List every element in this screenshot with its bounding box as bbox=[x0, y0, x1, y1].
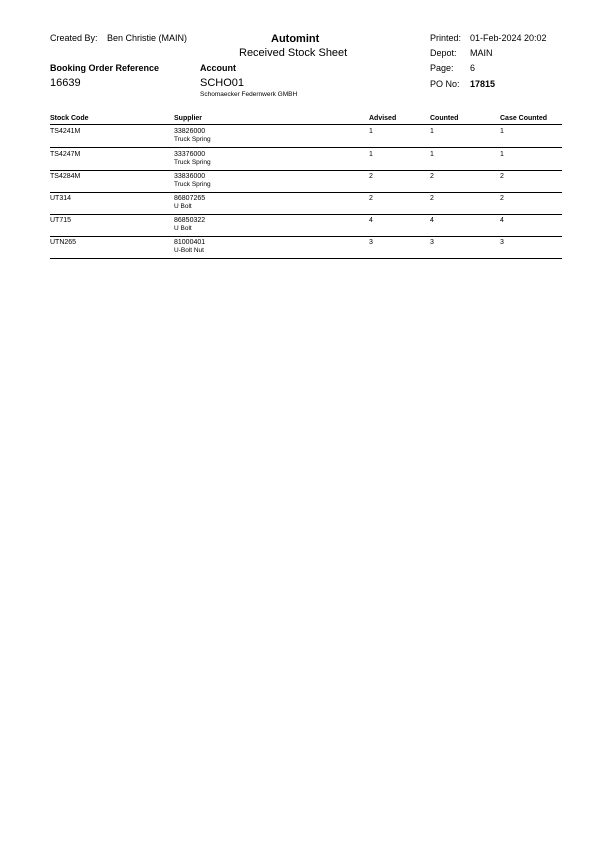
counted-qty: 1 bbox=[430, 128, 434, 135]
stock-code: UT715 bbox=[50, 217, 72, 224]
row-divider bbox=[50, 258, 562, 259]
stock-code: TS4247M bbox=[50, 151, 81, 158]
document-title: Received Stock Sheet bbox=[239, 47, 348, 59]
item-description: U-Bolt Nut bbox=[174, 247, 204, 254]
created-by-value: Ben Christie (MAIN) bbox=[107, 33, 188, 43]
advised-qty: 1 bbox=[369, 151, 373, 158]
row-divider bbox=[50, 236, 562, 237]
counted-qty: 3 bbox=[430, 239, 434, 246]
col-counted: Counted bbox=[430, 115, 459, 122]
advised-qty: 3 bbox=[369, 239, 373, 246]
supplier-code: 33376000 bbox=[174, 151, 206, 158]
case-counted-qty: 3 bbox=[500, 239, 504, 246]
case-counted-qty: 1 bbox=[500, 151, 504, 158]
col-advised: Advised bbox=[369, 115, 397, 122]
stock-code: TS4284M bbox=[50, 173, 81, 180]
printed-label: Printed: bbox=[430, 33, 462, 43]
page-number: 6 bbox=[470, 63, 476, 73]
case-counted-qty: 1 bbox=[500, 128, 504, 135]
stock-code: TS4241M bbox=[50, 128, 81, 135]
col-stock-code: Stock Code bbox=[50, 115, 89, 122]
supplier-code: 33836000 bbox=[174, 173, 206, 180]
case-counted-qty: 2 bbox=[500, 195, 504, 202]
counted-qty: 2 bbox=[430, 173, 434, 180]
page-label: Page: bbox=[430, 63, 454, 73]
counted-qty: 1 bbox=[430, 151, 434, 158]
col-supplier: Supplier bbox=[174, 115, 203, 122]
row-divider bbox=[50, 192, 562, 193]
booking-ref-label: Booking Order Reference bbox=[50, 63, 160, 73]
advised-qty: 1 bbox=[369, 128, 373, 135]
counted-qty: 4 bbox=[430, 217, 434, 224]
po-label: PO No: bbox=[430, 79, 460, 89]
depot-value: MAIN bbox=[470, 48, 493, 58]
case-counted-qty: 4 bbox=[500, 217, 504, 224]
company-name: Automint bbox=[271, 33, 320, 45]
depot-label: Depot: bbox=[430, 48, 457, 58]
supplier-code: 33826000 bbox=[174, 128, 206, 135]
printed-value: 01-Feb-2024 20:02 bbox=[470, 33, 547, 43]
col-case-counted: Case Counted bbox=[500, 115, 548, 122]
po-number: 17815 bbox=[470, 79, 496, 89]
created-by-label: Created By: bbox=[50, 33, 98, 43]
item-description: U Bolt bbox=[174, 225, 192, 232]
row-divider bbox=[50, 170, 562, 171]
item-description: Truck Spring bbox=[174, 159, 211, 166]
supplier-code: 86850322 bbox=[174, 217, 206, 224]
supplier-code: 81000401 bbox=[174, 239, 206, 246]
item-description: Truck Spring bbox=[174, 136, 211, 143]
booking-ref-value: 16639 bbox=[50, 77, 81, 89]
row-divider bbox=[50, 214, 562, 215]
header-rule bbox=[50, 124, 562, 125]
stock-code: UT314 bbox=[50, 195, 72, 202]
advised-qty: 4 bbox=[369, 217, 373, 224]
account-name: Schomaecker Federnwerk GMBH bbox=[200, 91, 298, 98]
item-description: U Bolt bbox=[174, 203, 192, 210]
counted-qty: 2 bbox=[430, 195, 434, 202]
account-code: SCHO01 bbox=[200, 77, 245, 89]
item-description: Truck Spring bbox=[174, 181, 211, 188]
advised-qty: 2 bbox=[369, 195, 373, 202]
advised-qty: 2 bbox=[369, 173, 373, 180]
supplier-code: 86807265 bbox=[174, 195, 206, 202]
case-counted-qty: 2 bbox=[500, 173, 504, 180]
stock-code: UTN265 bbox=[50, 239, 77, 246]
row-divider bbox=[50, 147, 562, 148]
account-label: Account bbox=[200, 63, 236, 73]
